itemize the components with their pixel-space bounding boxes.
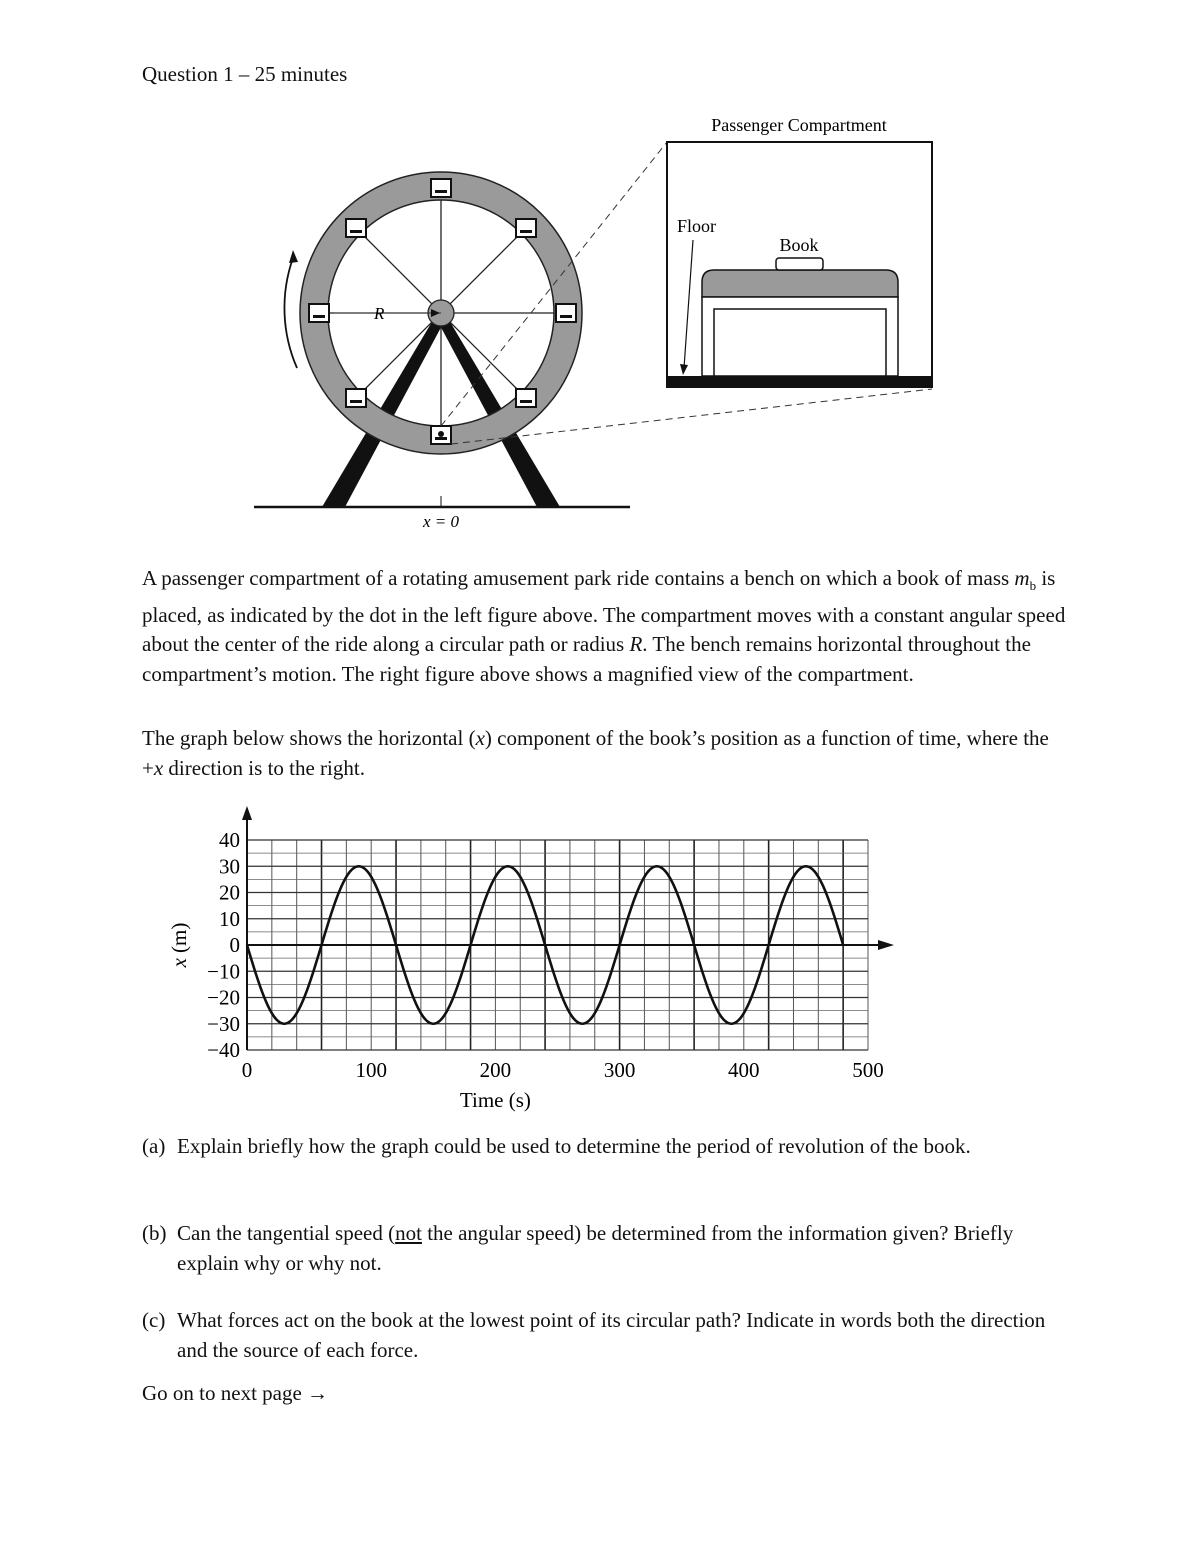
para1-text-b: is placed, as indicated by the dot in the left figure above. The compartment moves with a constant angular speed about the center of the ride along a circular path or radius xyxy=(142,566,1066,657)
ferris-wheel-figure xyxy=(0,0,1200,560)
x-axis-label: Time (s) xyxy=(459,1088,531,1112)
radius-label: R xyxy=(374,304,385,323)
mass-variable: m xyxy=(1014,566,1030,590)
question-b-text-a: Can the tangential speed ( xyxy=(177,1221,396,1245)
question-c xyxy=(142,1305,1062,1365)
bench-opening xyxy=(714,309,886,376)
y-tick-label: −10 xyxy=(207,959,240,984)
y-axis-label-var: x xyxy=(167,958,191,968)
paragraph-description xyxy=(142,564,1072,689)
x-tick-label: 300 xyxy=(603,1058,636,1082)
question-a-text: Explain briefly how the graph could be used to determine the period of revolution of the book. xyxy=(177,1134,971,1158)
y-tick-label: −40 xyxy=(207,1038,240,1062)
question-b-text-b: the angular speed) be determined from the information given? Briefly explain why or why not. xyxy=(177,1221,1014,1275)
y-axis-arrowhead xyxy=(242,806,252,820)
y-tick-label: 10 xyxy=(219,906,240,931)
book-label: Book xyxy=(779,235,819,255)
x-tick-label: 500 xyxy=(852,1058,884,1082)
mass-subscript: b xyxy=(1029,578,1037,594)
para2-text-c: direction is to the right. xyxy=(163,755,365,780)
x-tick-label: 400 xyxy=(728,1058,760,1082)
y-axis-label xyxy=(167,923,191,969)
question-a xyxy=(142,1131,1062,1161)
para2-text-a: The graph below shows the horizontal ( xyxy=(142,726,476,750)
y-tick-label: 0 xyxy=(229,933,240,957)
compartment-floor xyxy=(667,376,932,387)
question-b-text xyxy=(142,1218,1062,1278)
book-dot xyxy=(438,431,444,437)
origin-label: x = 0 xyxy=(422,512,460,531)
question-c-label: (c) xyxy=(142,1308,166,1332)
next-page-link[interactable]: Go on to next page → xyxy=(142,1381,329,1405)
question-b xyxy=(142,1218,1062,1278)
rotation-arrowhead xyxy=(289,250,298,263)
question-b-label: (b) xyxy=(142,1221,167,1245)
x-tick-label: 0 xyxy=(241,1058,253,1082)
y-tick-label: 40 xyxy=(219,828,240,852)
radius-variable: R xyxy=(629,632,643,657)
para1-text-c: . The bench remains horizontal throughout the compartment’s motion. The right figure above shows a magnified view of the compartment. xyxy=(142,632,1031,686)
paragraph-graph-intro xyxy=(142,724,1072,783)
x-variable-2: x xyxy=(153,755,164,780)
x-tick-label: 200 xyxy=(479,1058,512,1082)
position-time-chart xyxy=(0,800,1200,1120)
y-tick-label: 20 xyxy=(219,880,240,905)
compartment-title: Passenger Compartment xyxy=(711,115,887,135)
para2-text-b: ) component of the book’s position as a function of time, where the + xyxy=(142,726,1049,780)
y-tick-label: −20 xyxy=(207,985,240,1010)
floor-label: Floor xyxy=(677,216,717,236)
x-variable: x xyxy=(475,726,485,750)
y-axis-label-unit: (m) xyxy=(167,922,191,953)
y-tick-label: −30 xyxy=(207,1011,240,1036)
question-b-emphasis: not xyxy=(395,1221,422,1245)
question-a-label: (a) xyxy=(142,1134,166,1158)
y-tick-label: 30 xyxy=(219,854,240,879)
chart-axes xyxy=(242,806,894,1050)
book xyxy=(776,258,823,270)
x-axis-arrowhead xyxy=(878,940,894,950)
para1-text-a: A passenger compartment of a rotating amusement park ride contains a bench on which a book of mass xyxy=(142,566,1015,590)
bench-top xyxy=(702,270,898,297)
x-tick-label: 100 xyxy=(355,1058,387,1082)
question-c-text: What forces act on the book at the lowest point of its circular path? Indicate in words both the direction and the source of each force. xyxy=(177,1308,1046,1362)
rotation-arrow xyxy=(284,258,297,368)
question-heading: Question 1 – 25 minutes xyxy=(142,62,348,86)
